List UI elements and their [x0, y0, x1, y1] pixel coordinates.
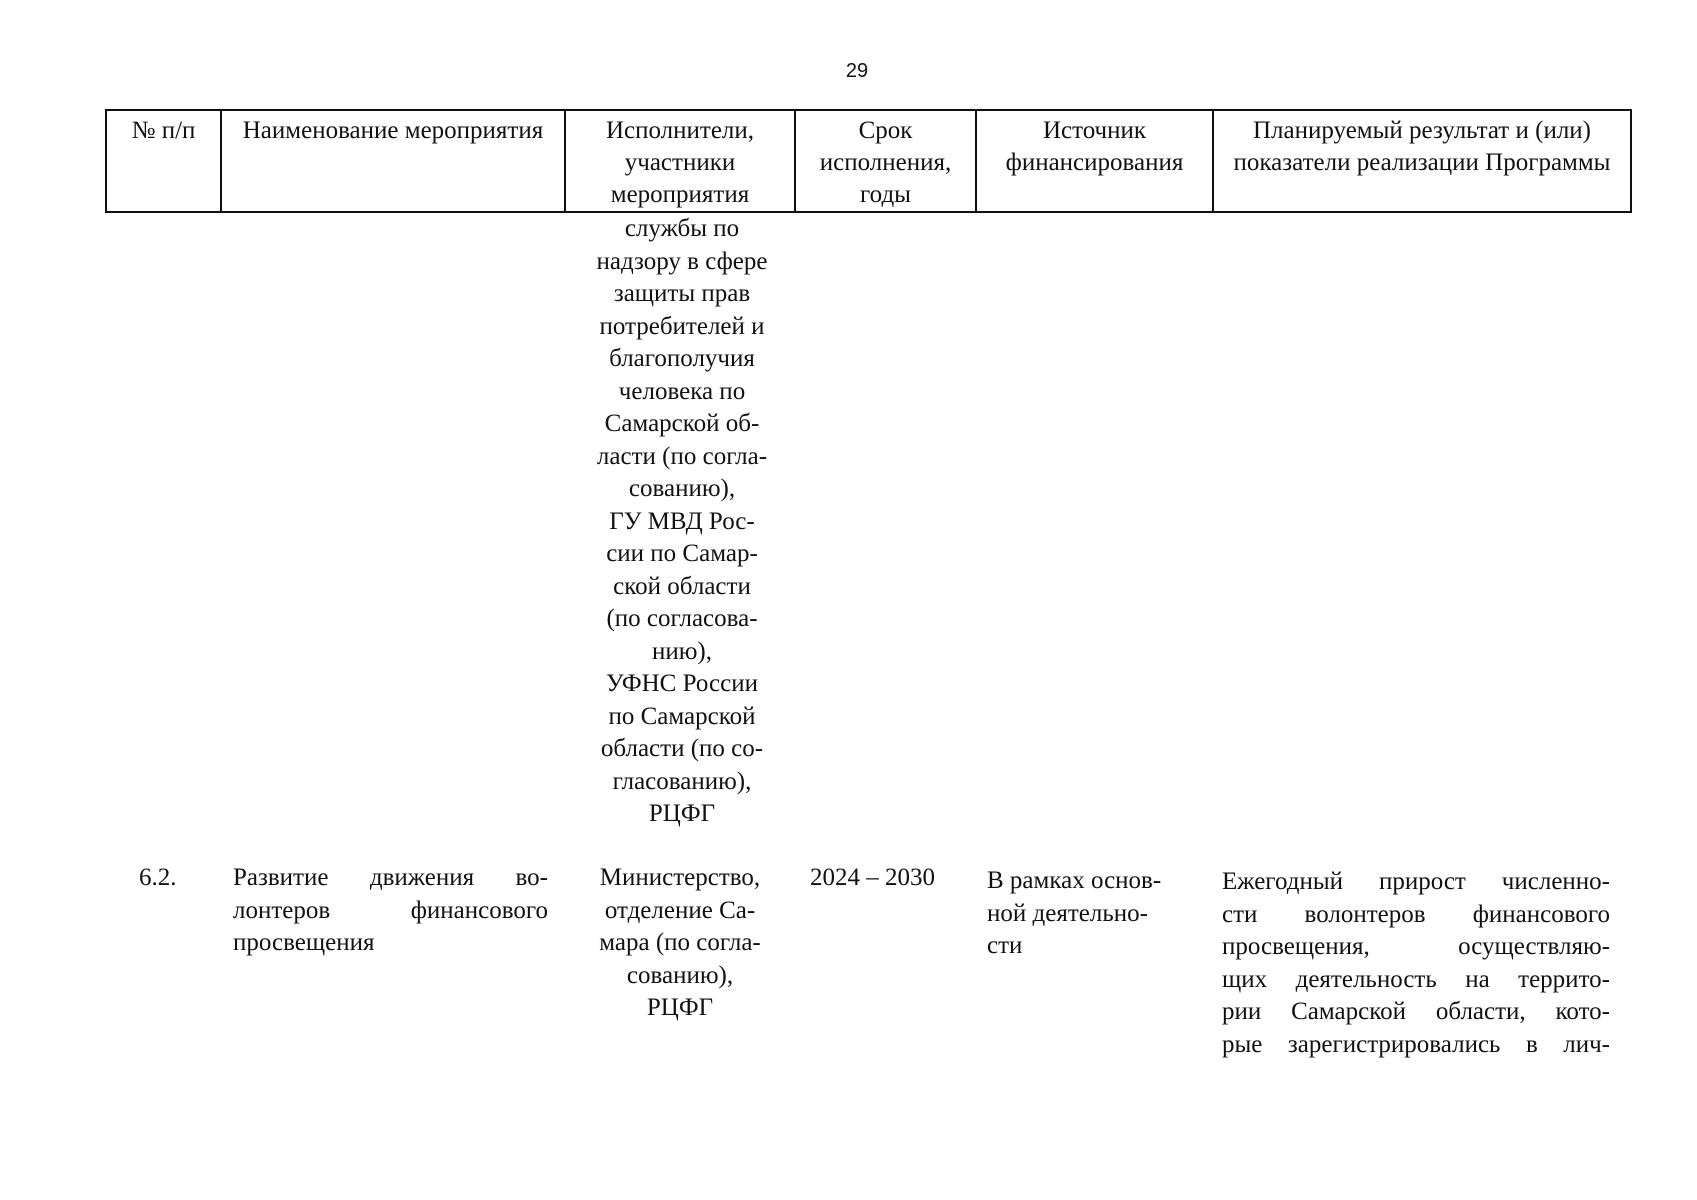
row-name	[233, 862, 548, 960]
text-line: рые зарегистрировались в лич-	[1222, 1030, 1610, 1058]
row-executors	[580, 862, 780, 1025]
row-source	[987, 865, 1202, 963]
text-line: нию),	[651, 637, 712, 665]
text-line: рии Самарской области, кото-	[1222, 998, 1610, 1025]
text-line: сти	[987, 932, 1023, 959]
header-source: Источник финансирования	[976, 110, 1213, 212]
text-line: по Самарской	[608, 702, 756, 730]
text-line: гласованию),	[612, 767, 752, 795]
text-line: лонтеров финансового	[233, 896, 548, 924]
header-executors: Исполнители, участники мероприятия	[565, 110, 795, 212]
text-line: просвещения, осуществляю-	[1222, 933, 1610, 960]
header-number: № п/п	[106, 110, 221, 212]
text-line: УФНС России	[606, 670, 758, 697]
header-result: Планируемый результат и (или) показатели реализации Программы	[1213, 110, 1631, 212]
text-line: РЦФГ	[646, 994, 714, 1021]
row-term: 2024 – 2030	[810, 864, 935, 891]
text-line: сти волонтеров финансового	[1222, 900, 1610, 928]
page-number: 29	[845, 60, 869, 82]
text-line: В рамках основ-	[987, 867, 1162, 894]
text-line: потребителей и	[599, 312, 765, 340]
header-name: Наименование мероприятия	[221, 110, 565, 212]
row-number: 6.2.	[139, 864, 177, 891]
text-line: сованию),	[626, 961, 734, 989]
text-line: ГУ МВД Рос-	[609, 507, 755, 535]
text-line: просвещения	[233, 929, 375, 956]
text-line: Самарской об-	[604, 410, 760, 437]
text-line: сии по Самар-	[606, 540, 758, 567]
text-line: Ежегодный прирост численно-	[1222, 868, 1610, 895]
text-line: области (по со-	[600, 735, 764, 762]
text-line: Министерство,	[599, 864, 761, 891]
text-line: Развитие движения во-	[233, 864, 548, 891]
row-result	[1222, 866, 1610, 1061]
text-line: (по согласова-	[606, 605, 758, 632]
text-line: сованию),	[628, 475, 736, 502]
text-line: благополучия	[609, 345, 755, 372]
text-line: ской области	[613, 572, 751, 600]
text-line: отделение Са-	[604, 896, 756, 924]
text-line: службы по	[624, 215, 740, 242]
text-line: надзору в сфере	[596, 247, 768, 275]
table-header	[105, 109, 1632, 213]
text-line: человека по	[618, 377, 746, 405]
header-term: Срок исполнения, годы	[795, 110, 976, 212]
text-line: ласти (по согла-	[596, 442, 768, 470]
text-line: РЦФГ	[648, 800, 716, 827]
text-line: мара (по согла-	[599, 929, 761, 956]
text-line: защиты прав	[613, 280, 751, 307]
text-line: щих деятельность на террито-	[1222, 965, 1610, 993]
text-line: ной деятельно-	[987, 899, 1148, 927]
continuation-executors	[574, 213, 790, 831]
